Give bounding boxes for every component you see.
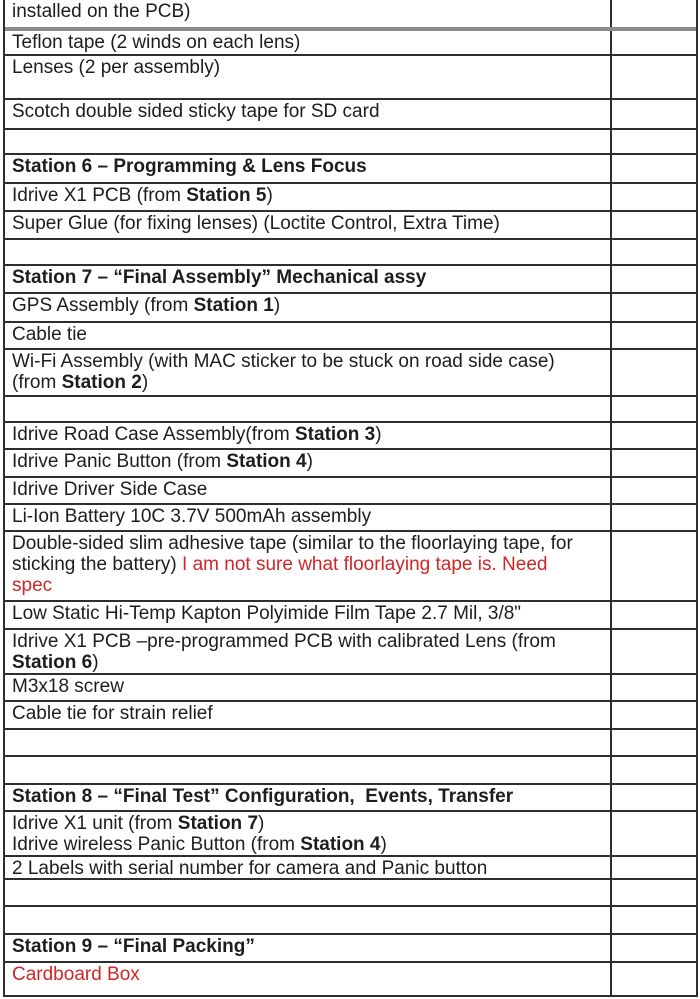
item-text: Double-sided slim adhesive tape (similar to the floorlaying tape, for (12, 533, 573, 554)
text-line (12, 813, 606, 834)
empty-cell (612, 350, 696, 395)
text-line (12, 964, 606, 985)
text-line (12, 533, 606, 554)
item-cell (5, 602, 612, 628)
item-cell (5, 31, 612, 54)
empty-cell (612, 730, 696, 755)
empty-cell (612, 423, 696, 448)
empty-cell (612, 450, 696, 476)
empty-cell (612, 212, 696, 238)
item-cell (5, 423, 612, 448)
text-line (12, 858, 606, 878)
empty-cell (612, 757, 696, 783)
item-text: ) (266, 185, 273, 206)
item-text: ) (375, 424, 382, 445)
empty-cell (612, 478, 696, 503)
empty-cell (612, 31, 696, 54)
table-row (5, 675, 696, 702)
station-reference: Station 4 (300, 834, 381, 855)
item-text: Idrive wireless Panic Button (from (12, 834, 301, 855)
text-line (12, 324, 606, 345)
item-text: Scotch double sided sticky tape for SD card (12, 101, 380, 122)
station-reference: Station 7 – “Final Assembly” Mechanical assy (12, 267, 427, 288)
table-row (5, 100, 696, 130)
text-line (12, 372, 606, 393)
table-row (5, 212, 696, 240)
item-text: GPS Assembly (from (12, 295, 194, 316)
text-line (12, 936, 606, 957)
empty-cell (612, 675, 696, 700)
item-cell (5, 155, 612, 182)
empty-cell (612, 880, 696, 905)
text-line (12, 57, 606, 78)
item-cell (5, 212, 612, 238)
empty-cell (612, 130, 696, 153)
item-cell (5, 266, 612, 292)
item-text: 2 Labels with serial number for camera and Panic button (12, 858, 488, 878)
item-cell (5, 730, 612, 755)
station-reference: Station 6 (12, 652, 93, 673)
table-row (5, 532, 696, 602)
item-text: Cable tie for strain relief (12, 703, 213, 724)
text-line (12, 424, 606, 445)
item-text: ) (306, 451, 313, 472)
item-cell (5, 812, 612, 855)
empty-cell (612, 100, 696, 128)
station-reference: Station 7 (177, 813, 259, 834)
item-text: installed on the PCB) (12, 1, 191, 22)
empty-cell (612, 505, 696, 530)
text-line (12, 295, 606, 316)
bom-table (3, 0, 698, 997)
table-row (5, 56, 696, 100)
table-row (5, 350, 696, 397)
table-row (5, 31, 696, 56)
item-text: sticking the battery) (12, 554, 183, 575)
table-row (5, 184, 696, 212)
item-text: ) (141, 372, 149, 393)
red-note-text: Cardboard Box (12, 964, 140, 985)
text-line (12, 101, 606, 122)
table-row (5, 602, 696, 630)
item-cell (5, 294, 612, 321)
item-cell (5, 240, 612, 264)
table-row (5, 963, 696, 997)
station-reference: Station 5 (186, 185, 267, 206)
spacer-row (5, 130, 696, 155)
item-text: Idrive X1 unit (from (12, 813, 178, 834)
empty-cell (612, 0, 696, 27)
spacer-row (5, 757, 696, 785)
table-row (5, 323, 696, 350)
empty-cell (612, 630, 696, 673)
item-text: Super Glue (for fixing lenses) (Loctite Control, Extra Time) (12, 213, 500, 234)
red-note-text: I am not sure what floorlaying tape is. Need (182, 554, 548, 575)
empty-cell (612, 907, 696, 933)
text-line (12, 267, 606, 288)
item-cell (5, 0, 612, 27)
item-text: Lenses (2 per assembly) (12, 57, 221, 78)
item-text: ) (92, 652, 99, 673)
section-header-row (5, 155, 696, 184)
item-cell (5, 397, 612, 421)
item-text: Idrive Panic Button (from (12, 451, 227, 472)
item-cell (5, 785, 612, 810)
empty-cell (612, 935, 696, 961)
empty-cell (612, 812, 696, 855)
station-reference: Station 9 – “Final Packing” (12, 936, 255, 957)
section-header-row (5, 266, 696, 294)
text-line (12, 834, 606, 855)
text-line (12, 351, 606, 372)
item-text: Idrive X1 PCB –pre-programmed PCB with calibrated Lens (from (12, 631, 556, 652)
item-text: Li-Ion Battery 10C 3.7V 500mAh assembly (12, 506, 372, 527)
item-cell (5, 505, 612, 530)
item-text: ) (273, 295, 281, 316)
empty-cell (612, 702, 696, 728)
text-line (12, 156, 606, 177)
table-row (5, 450, 696, 478)
table-row (5, 857, 696, 880)
text-line (12, 213, 606, 234)
table-row (5, 505, 696, 532)
item-text: ) (258, 813, 265, 834)
table-row (5, 702, 696, 730)
item-text: (from (12, 372, 62, 393)
text-line (12, 786, 606, 807)
text-line (12, 451, 606, 472)
empty-cell (612, 240, 696, 264)
item-text: Idrive Driver Side Case (12, 479, 208, 500)
red-note-text: spec (12, 575, 53, 596)
text-line (12, 631, 606, 652)
item-cell (5, 130, 612, 153)
station-reference: Station 3 (295, 424, 376, 445)
text-line (12, 554, 606, 575)
empty-cell (612, 323, 696, 348)
item-cell (5, 757, 612, 783)
text-line (12, 603, 606, 624)
empty-cell (612, 963, 696, 995)
item-text: Cable tie (12, 324, 87, 345)
item-cell (5, 675, 612, 700)
item-cell (5, 963, 612, 995)
spacer-row (5, 730, 696, 757)
item-cell (5, 100, 612, 128)
text-line (12, 652, 606, 673)
empty-cell (612, 294, 696, 321)
spacer-row (5, 880, 696, 907)
item-text: Teflon tape (2 winds on each lens) (12, 32, 301, 53)
empty-cell (612, 184, 696, 210)
spacer-row (5, 907, 696, 935)
item-cell (5, 532, 612, 600)
station-reference: Station 8 – “Final Test” Configuration, Events, Transfer (12, 786, 514, 807)
item-text: Low Static Hi-Temp Kapton Polyimide Film Tape 2.7 Mil, 3/8" (12, 603, 522, 624)
section-header-row (5, 785, 696, 812)
empty-cell (612, 56, 696, 98)
item-text: Idrive X1 PCB (from (12, 185, 187, 206)
item-cell (5, 907, 612, 933)
empty-cell (612, 785, 696, 810)
station-reference: Station 2 (61, 372, 142, 393)
table-row (5, 630, 696, 675)
text-line (12, 575, 606, 596)
item-cell (5, 56, 612, 98)
item-cell (5, 450, 612, 476)
station-reference: Station 1 (193, 295, 274, 316)
empty-cell (612, 266, 696, 292)
item-cell (5, 184, 612, 210)
empty-cell (612, 857, 696, 878)
item-text: ) (380, 834, 387, 855)
empty-cell (612, 397, 696, 421)
item-cell (5, 702, 612, 728)
table-row (5, 294, 696, 323)
item-cell (5, 857, 612, 878)
item-cell (5, 350, 612, 395)
empty-cell (612, 602, 696, 628)
text-line (12, 32, 606, 53)
table-row (5, 0, 696, 31)
item-text: Idrive Road Case Assembly(from (12, 424, 295, 445)
item-cell (5, 478, 612, 503)
station-reference: Station 4 (226, 451, 307, 472)
item-cell (5, 935, 612, 961)
text-line (12, 703, 606, 724)
spacer-row (5, 397, 696, 423)
table-row (5, 478, 696, 505)
item-cell (5, 880, 612, 905)
station-reference: Station 6 – Programming & Lens Focus (12, 156, 367, 177)
item-cell (5, 630, 612, 673)
text-line (12, 506, 606, 527)
item-text: M3x18 screw (12, 676, 124, 697)
spacer-row (5, 240, 696, 266)
text-line (12, 479, 606, 500)
item-text: Wi-Fi Assembly (with MAC sticker to be stuck on road side case) (12, 351, 555, 372)
item-cell (5, 323, 612, 348)
empty-cell (612, 155, 696, 182)
text-line (12, 185, 606, 206)
section-header-row (5, 935, 696, 963)
text-line (12, 676, 606, 697)
table-row (5, 423, 696, 450)
text-line (12, 1, 606, 22)
empty-cell (612, 532, 696, 600)
table-row (5, 812, 696, 857)
